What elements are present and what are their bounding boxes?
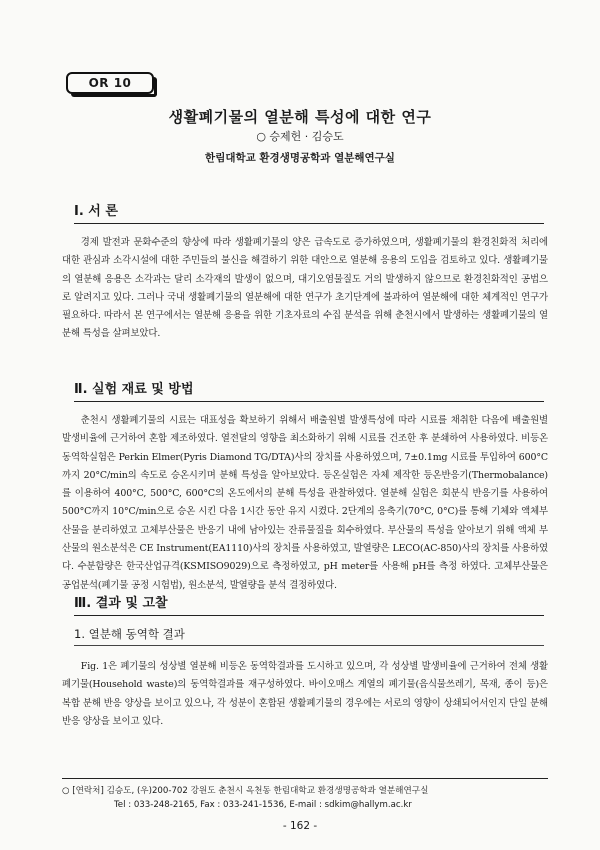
paper-title: 생활폐기물의 열분해 특성에 대한 연구 [168, 108, 432, 126]
methods-paragraph: 춘천시 생활폐기물의 시료는 대표성을 확보하기 위해서 배출원별 발생특성에 따라 시료를 채취한 다음에 배출원별 발생비율에 근거하여 혼합 제조하였다. 열전달의 영향을 최소화하기 위해 시료를 건조한 후 분쇄하여 사용하였다. 비등온 동역학실험은 Perkin Elmer(Pyris Diamond TG/DTA)사의 장치를 사용하였으며, 7±0.1mg 시료를 투입하여 600°C까지 20°C/min의 속도로 승온시키며 분해 특성을 알아보았다. 등온실험은 자체 제작한 등온반응기(Thermobalance)를 이용하여 400°C, 500°C, 600°C의 온도에서의 분해 특성을 관찰하였다. 열분해 실험은 회분식 반응기를 사용하여 500°C까지 10°C/min으로 승온 시킨 다음 1시간 동안 유지 시켰다. 2단계의 응축기(70°C, 0°C)를 통해 기체와 액체부산물을 분리하였고 고체부산물은 반응기 내에 남아있는 잔류물질을 회수하였다. 부산물의 특성을 알아보기 위해 액체 부산물의 원소분석은 CE Instrument(EA1110)사의 장치를 사용하였고, 발열량은 LECO(AC-850)사의 장치를 사용하였다. 수분함량은 한국산업규격(KSMISO9029)으로 측정하였고, pH meter를 사용해 pH를 측정 하였다. 고체부산물은 공업분석(폐기물 공정 시험법), 원소분석, 발열량을 분석 결정하였다. [62, 415, 548, 591]
intro-paragraph: 경제 발전과 문화수준의 향상에 따라 생활폐기물의 양은 급속도로 증가하였으며, 생활폐기물의 환경친화적 처리에 대한 관심과 소각시설에 대한 주민들의 불신을 해결하기 위한 대안으로 열분해 응용의 도입을 검토하고 있다. 생활폐기물의 열분해 응용은 소각과는 달리 소각재의 발생이 없으며, 대기오염물질도 거의 발생하지 않으므로 환경친화적인 공법으로 알려지고 있다. 그러나 국내 생활폐기물의 열분해에 대한 연구가 초기단계에 불과하여 열분해에 대한 체계적인 연구가 필요하다. 따라서 본 연구에서는 열분해 응용을 위한 기초자료의 수집 분석을 위해 춘천시에서 발생하는 생활폐기물의 열분해 특성을 살펴보았다. [62, 237, 548, 340]
session-code-badge: OR 10 [66, 72, 154, 94]
subsection-heading-kinetics: 1. 열분해 동역학 결과 [74, 626, 544, 646]
section-heading-methods: Ⅱ. 실험 재료 및 방법 [74, 378, 544, 402]
contact-footnote [62, 784, 548, 812]
affiliation: 한림대학교 환경생명공학과 열분해연구실 [205, 152, 395, 164]
section-heading-results: Ⅲ. 결과 및 고찰 [74, 592, 544, 616]
contact-phone-email: Tel : 033-248-2165, Fax : 033-241-1536, E-mail : sdkim@hallym.ac.kr [114, 800, 412, 810]
authors: ○ 승제헌 · 김승도 [256, 130, 344, 143]
section-heading-intro: Ⅰ. 서 론 [74, 200, 544, 224]
page-number: - 162 - [282, 820, 318, 832]
results-paragraph: Fig. 1은 폐기물의 성상별 열분해 비등온 동역학결과를 도시하고 있으며, 각 성상별 발생비율에 근거하여 전체 생활폐기물(Household waste)의 동역학결과를 재구성하였다. 바이오매스 계열의 폐기물(음식물쓰레기, 목재, 종이 등)은 복합 분해 반응 양상을 보이고 있으나, 각 성분이 혼합된 생활폐기물의 경우에는 서로의 영향이 상쇄되어서인지 단일 분해반응 양상을 보이고 있다. [62, 661, 548, 727]
footnote-divider [62, 778, 548, 779]
contact-address: ○ [연락처] 김승도, (우)200-702 강원도 춘천시 옥천동 한림대학교 환경생명공학과 열분해연구실 [62, 786, 429, 796]
